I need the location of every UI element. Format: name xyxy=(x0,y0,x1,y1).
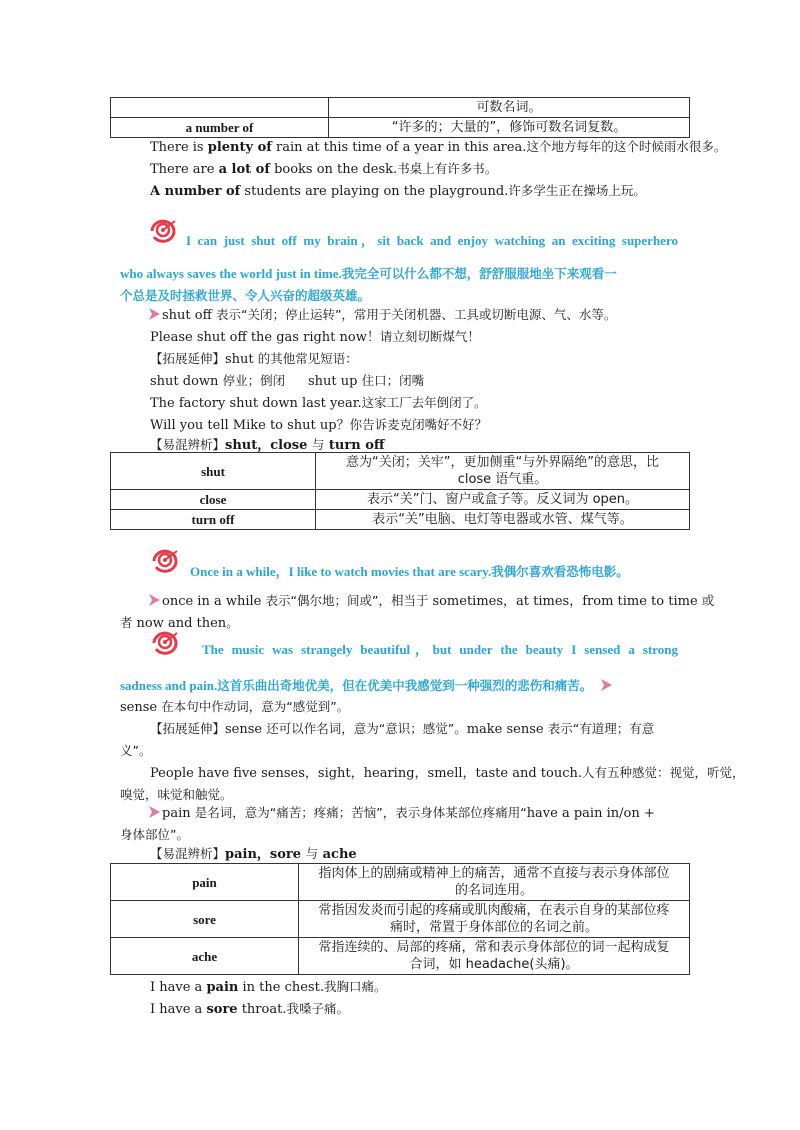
table-cell-line: 合词，如 headache(头痛)。 xyxy=(409,957,579,972)
note-cn: 是名词，意为“痛苦；疼痛；苦恼”，表示身体某部位疼痛用“ xyxy=(194,805,527,820)
table-cell-value xyxy=(299,901,690,938)
note-en: sense xyxy=(120,700,162,715)
note-line xyxy=(120,698,349,717)
example-sentence xyxy=(150,978,386,997)
confusion-and: 与 xyxy=(311,437,325,452)
extension-en: sense xyxy=(225,722,267,737)
table-cell-line: 常指连续的、局部的疼痛，常和表示身体部位的词一起构成复 xyxy=(318,940,670,955)
arrow-right-icon xyxy=(600,679,613,691)
key-sentence-en: Once in a while，I like to watch movies that are scary. xyxy=(190,564,492,579)
example-sentence xyxy=(150,182,646,201)
example-text: in the chest. xyxy=(238,980,324,995)
extension-en: shut xyxy=(225,352,258,367)
note-en: shut off xyxy=(162,308,216,323)
confusion-label: 【易混辨析】 xyxy=(150,846,226,861)
extension-line xyxy=(120,742,151,761)
phrase-cn: 住口；闭嘴 xyxy=(361,373,425,388)
table-cell-key: pain xyxy=(111,864,299,901)
table-row xyxy=(111,864,690,901)
note-cn: 身体部位”。 xyxy=(120,827,189,842)
extension-label: 【拓展延伸】 xyxy=(150,721,226,736)
confusion-words: turn off xyxy=(324,438,385,453)
example-sentence xyxy=(150,416,487,435)
example-keyword: sore xyxy=(206,1002,238,1017)
example-translation: 我胸口痛。 xyxy=(323,979,387,994)
arrow-right-icon xyxy=(148,594,161,606)
extension-cn: 的其他常见短语： xyxy=(257,351,358,366)
table-cell-line: 指肉体上的剧痛或精神上的痛苦，通常不直接与表示身体部位 xyxy=(318,866,670,881)
table-row xyxy=(111,510,690,530)
arrow-right-icon xyxy=(148,806,161,818)
phrase-cn: 停业；倒闭 xyxy=(222,373,286,388)
example-text: rain at this time of a year in this area. xyxy=(271,140,527,155)
table-cell-value xyxy=(299,864,690,901)
example-text: I have a xyxy=(150,1002,207,1017)
example-translation: 我嗓子痛。 xyxy=(286,1001,349,1016)
example-translation: 许多学生正在操场上玩。 xyxy=(508,183,646,198)
table-row xyxy=(111,901,690,938)
extension-cn: 义”。 xyxy=(120,743,152,758)
example-translation: 这个地方每年的这个时候雨水很多。 xyxy=(526,139,727,154)
confusion-label: 【易混辨析】 xyxy=(150,437,226,452)
table-cell-line: 的名词连用。 xyxy=(454,883,533,898)
table-cell-key: ache xyxy=(111,938,299,975)
table-cell-line: 常指因发炎而引起的疼痛或肌肉酸痛，在表示自身的某部位疼 xyxy=(318,903,670,918)
extension-cn: 表示“有道理；有意 xyxy=(547,721,655,736)
example-keyword: A number of xyxy=(150,184,241,199)
example-sentence xyxy=(150,328,480,347)
extension-en: make sense xyxy=(466,722,548,737)
note-cn: 在本句中作动词，意为“感觉到”。 xyxy=(161,699,350,714)
table-row xyxy=(111,453,690,490)
note-line xyxy=(148,592,714,611)
example-text: There are xyxy=(150,162,219,177)
example-sentence xyxy=(150,764,745,783)
table-cell-value: 表示“关”电脑、电灯等电器或水管、煤气等。 xyxy=(316,510,690,530)
table-pain-sore-ache xyxy=(110,863,690,975)
example-translation: 这家工厂去年倒闭了。 xyxy=(361,395,487,410)
target-icon xyxy=(150,548,180,574)
table-cell-key: sore xyxy=(111,901,299,938)
table-cell-value: 可数名词。 xyxy=(329,98,690,118)
table-cell-key: shut xyxy=(111,453,316,490)
confusion-words: pain，sore xyxy=(225,847,306,862)
example-text: I have a xyxy=(150,980,207,995)
example-translation: 请立刻切断煤气！ xyxy=(379,329,480,344)
example-keyword: pain xyxy=(206,980,239,995)
example-keyword: plenty of xyxy=(207,140,272,155)
note-cn: 表示“偶尔地；间或”，相当于 xyxy=(265,593,433,608)
example-text: People have five senses，sight，hearing，smell，taste and touch. xyxy=(150,766,583,781)
note-en: pain xyxy=(162,806,195,821)
key-sentence-cn: 我完全可以什么都不想，舒舒服服地坐下来观看一 xyxy=(341,266,617,281)
example-sentence xyxy=(150,394,487,413)
confusion-words: shut，close xyxy=(225,438,312,453)
key-sentence-line: I can just shut off my brain，sit back and enjoy watching an exciting superhero xyxy=(186,233,678,248)
key-sentence-cn: 个总是及时拯救世界、令人兴奋的超级英雄。 xyxy=(120,288,371,303)
table-cell-line: 痛时，常置于身体部位的名词之前。 xyxy=(389,920,598,935)
confusion-and: 与 xyxy=(305,846,319,861)
key-sentence-en: sadness and pain. xyxy=(120,678,218,693)
table-cell-key: a number of xyxy=(111,118,329,138)
example-translation: 嗅觉，味觉和触觉。 xyxy=(120,787,233,802)
table-cell-line: 意为“关闭；关牢”，更加侧重“与外界隔绝”的意思，比 xyxy=(346,455,659,470)
confusion-words: ache xyxy=(318,847,357,862)
table-a-number-of xyxy=(110,97,690,138)
example-text: throat. xyxy=(237,1002,287,1017)
confusion-heading xyxy=(150,845,357,864)
note-cn: 。 xyxy=(226,615,239,630)
table-cell-value xyxy=(299,938,690,975)
example-text: Will you tell Mike to shut up？ xyxy=(150,418,350,433)
note-en: have a pain in/on + xyxy=(526,806,655,821)
extension-cn: 还可以作名词，意为“意识；感觉”。 xyxy=(266,721,467,736)
key-sentence-line xyxy=(120,265,617,283)
phrase-line xyxy=(150,372,285,391)
example-keyword: a lot of xyxy=(218,162,270,177)
table-cell-value: 表示“关”门、窗户或盒子等。反义词为 open。 xyxy=(316,490,690,510)
table-row xyxy=(111,938,690,975)
table-cell-key: close xyxy=(111,490,316,510)
note-en: once in a while xyxy=(162,594,266,609)
example-sentence xyxy=(120,786,233,805)
key-sentence-cn: 这首乐曲出奇地优美，但在优美中我感觉到一种强烈的悲伤和痛苦。 xyxy=(217,678,593,693)
extension-heading xyxy=(150,720,654,739)
example-text: students are playing on the playground. xyxy=(240,184,509,199)
table-row xyxy=(111,118,690,138)
table-shut-close-turn-off xyxy=(110,452,690,530)
example-translation: 你告诉麦克闭嘴好不好？ xyxy=(349,417,488,432)
example-translation: 书桌上有许多书。 xyxy=(397,161,498,176)
key-sentence-line xyxy=(120,287,370,305)
target-icon xyxy=(148,218,178,244)
note-en: sometimes，at times，from time to time xyxy=(432,594,702,609)
table-row xyxy=(111,490,690,510)
key-sentence-en: who always saves the world just in time. xyxy=(120,266,342,281)
table-cell-key: turn off xyxy=(111,510,316,530)
key-sentence-cn: 我偶尔喜欢看恐怖电影。 xyxy=(491,564,629,579)
table-row xyxy=(111,98,690,118)
key-sentence-line xyxy=(190,563,629,581)
key-sentence-line: The music was strangely beautiful，but under the beauty I sensed a strong xyxy=(202,642,678,657)
extension-heading xyxy=(150,350,358,369)
example-text: Please shut off the gas right now！ xyxy=(150,330,380,345)
phrase-line xyxy=(308,372,424,391)
table-cell-line: close 语气重。 xyxy=(457,472,548,487)
extension-label: 【拓展延伸】 xyxy=(150,351,226,366)
note-cn: 或 xyxy=(701,593,715,608)
phrase-en: shut down xyxy=(150,374,223,389)
note-en: now and then xyxy=(136,616,227,631)
table-cell-key xyxy=(111,98,329,118)
example-sentence xyxy=(150,160,497,179)
key-sentence-line xyxy=(120,677,614,695)
note-cn: 者 xyxy=(120,615,137,630)
example-text: There is xyxy=(150,140,208,155)
note-line xyxy=(120,826,189,845)
note-cn: 表示“关闭；停止运转”，常用于关闭机器、工具或切断电源、气、水等。 xyxy=(215,307,617,322)
example-sentence xyxy=(150,138,726,157)
note-line xyxy=(148,306,616,325)
example-text: The factory shut down last year. xyxy=(150,396,362,411)
target-icon xyxy=(150,630,180,656)
example-sentence xyxy=(150,1000,349,1019)
table-cell-value xyxy=(316,453,690,490)
table-cell-value: “许多的；大量的”，修饰可数名词复数。 xyxy=(329,118,690,138)
arrow-right-icon xyxy=(148,308,161,320)
example-translation: 人有五种感觉：视觉，听觉， xyxy=(582,765,745,780)
note-line xyxy=(148,804,655,823)
phrase-en: shut up xyxy=(308,374,362,389)
example-text: books on the desk. xyxy=(269,162,398,177)
